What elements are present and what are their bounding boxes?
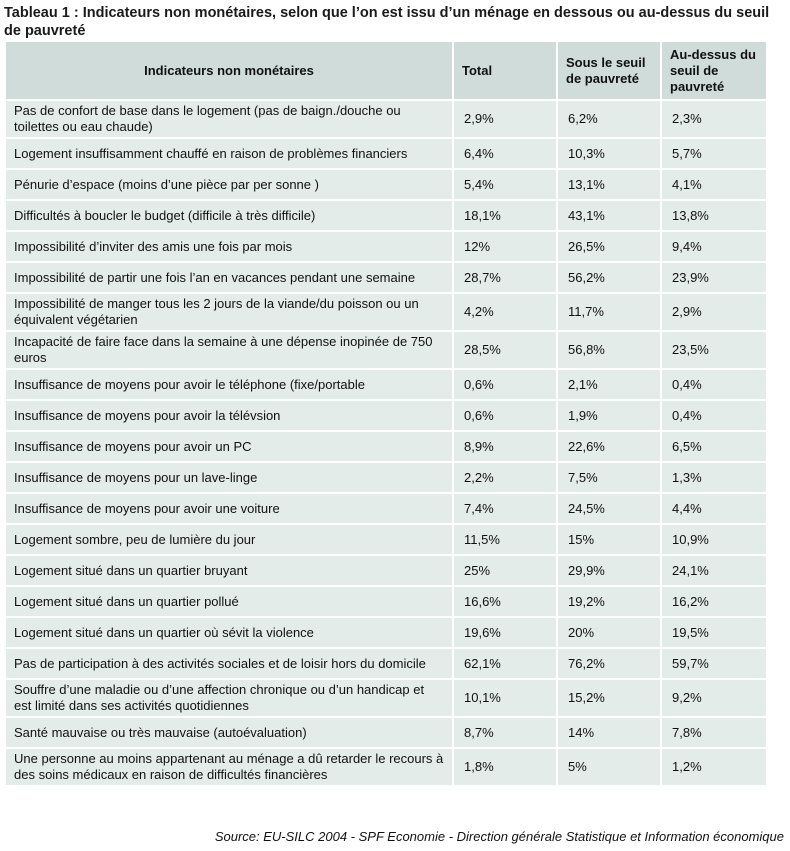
table-row — [6, 101, 766, 139]
table-row — [6, 432, 766, 463]
indicator-cell: Logement sombre, peu de lumière du jour — [6, 525, 454, 556]
total-cell: 28,5% — [454, 332, 558, 370]
total-cell: 25% — [454, 556, 558, 587]
below-threshold-cell: 26,5% — [558, 232, 662, 263]
indicator-cell: Logement situé dans un quartier où sévit la violence — [6, 618, 454, 649]
total-cell: 19,6% — [454, 618, 558, 649]
total-cell: 4,2% — [454, 294, 558, 332]
indicator-cell: Difficultés à boucler le budget (difficile à très difficile) — [6, 201, 454, 232]
indicator-cell: Incapacité de faire face dans la semaine à une dépense inopinée de 750 euros — [6, 332, 454, 370]
table-row — [6, 618, 766, 649]
indicator-cell: Pénurie d’espace (moins d’une pièce par per sonne ) — [6, 170, 454, 201]
total-cell: 0,6% — [454, 370, 558, 401]
below-threshold-cell: 29,9% — [558, 556, 662, 587]
indicator-cell: Insuffisance de moyens pour un lave-linge — [6, 463, 454, 494]
below-threshold-cell: 14% — [558, 718, 662, 749]
below-threshold-cell: 24,5% — [558, 494, 662, 525]
above-threshold-cell: 0,4% — [662, 370, 766, 401]
total-cell: 2,2% — [454, 463, 558, 494]
table-row — [6, 649, 766, 680]
table-row — [6, 294, 766, 332]
below-threshold-cell: 15% — [558, 525, 662, 556]
indicators-table — [6, 42, 766, 787]
indicator-cell: Insuffisance de moyens pour avoir le téléphone (fixe/portable — [6, 370, 454, 401]
total-cell: 12% — [454, 232, 558, 263]
indicator-cell: Une personne au moins appartenant au ménage a dû retarder le recours à des soins médicaux en raison de difficultés financières — [6, 749, 454, 787]
above-threshold-cell: 23,5% — [662, 332, 766, 370]
column-header-above-threshold: Au-dessus du seuil de pauvreté — [662, 42, 766, 101]
above-threshold-cell: 1,3% — [662, 463, 766, 494]
above-threshold-cell: 13,8% — [662, 201, 766, 232]
below-threshold-cell: 15,2% — [558, 680, 662, 718]
indicator-cell: Impossibilité de manger tous les 2 jours de la viande/du poisson ou un équivalent végétarien — [6, 294, 454, 332]
table-row — [6, 680, 766, 718]
total-cell: 1,8% — [454, 749, 558, 787]
table-row — [6, 401, 766, 432]
table-row — [6, 201, 766, 232]
indicator-cell: Pas de confort de base dans le logement (pas de baign./douche ou toilettes ou eau chaude) — [6, 101, 454, 139]
table-row — [6, 370, 766, 401]
above-threshold-cell: 1,2% — [662, 749, 766, 787]
total-cell: 2,9% — [454, 101, 558, 139]
below-threshold-cell: 1,9% — [558, 401, 662, 432]
indicator-cell: Logement situé dans un quartier bruyant — [6, 556, 454, 587]
table-row — [6, 170, 766, 201]
total-cell: 7,4% — [454, 494, 558, 525]
below-threshold-cell: 56,8% — [558, 332, 662, 370]
above-threshold-cell: 9,2% — [662, 680, 766, 718]
below-threshold-cell: 20% — [558, 618, 662, 649]
table-row — [6, 556, 766, 587]
above-threshold-cell: 4,4% — [662, 494, 766, 525]
above-threshold-cell: 59,7% — [662, 649, 766, 680]
indicator-cell: Impossibilité d’inviter des amis une fois par mois — [6, 232, 454, 263]
below-threshold-cell: 19,2% — [558, 587, 662, 618]
total-cell: 16,6% — [454, 587, 558, 618]
total-cell: 5,4% — [454, 170, 558, 201]
column-header-below-threshold: Sous le seuil de pauvreté — [558, 42, 662, 101]
table-row — [6, 587, 766, 618]
total-cell: 11,5% — [454, 525, 558, 556]
table-row — [6, 332, 766, 370]
total-cell: 62,1% — [454, 649, 558, 680]
below-threshold-cell: 6,2% — [558, 101, 662, 139]
above-threshold-cell: 16,2% — [662, 587, 766, 618]
total-cell: 0,6% — [454, 401, 558, 432]
above-threshold-cell: 2,9% — [662, 294, 766, 332]
below-threshold-cell: 5% — [558, 749, 662, 787]
above-threshold-cell: 4,1% — [662, 170, 766, 201]
column-header-indicators: Indicateurs non monétaires — [6, 42, 454, 101]
indicator-cell: Logement situé dans un quartier pollué — [6, 587, 454, 618]
indicator-cell: Insuffisance de moyens pour avoir une voiture — [6, 494, 454, 525]
below-threshold-cell: 22,6% — [558, 432, 662, 463]
column-header-total: Total — [454, 42, 558, 101]
table-row — [6, 494, 766, 525]
above-threshold-cell: 19,5% — [662, 618, 766, 649]
below-threshold-cell: 7,5% — [558, 463, 662, 494]
below-threshold-cell: 43,1% — [558, 201, 662, 232]
indicator-cell: Logement insuffisamment chauffé en raison de problèmes financiers — [6, 139, 454, 170]
table-row — [6, 232, 766, 263]
total-cell: 8,7% — [454, 718, 558, 749]
above-threshold-cell: 2,3% — [662, 101, 766, 139]
below-threshold-cell: 2,1% — [558, 370, 662, 401]
table-title: Tableau 1 : Indicateurs non monétaires, selon que l’on est issu d’un ménage en dessous ou au-dessus du seuil de pauvreté — [4, 5, 770, 39]
above-threshold-cell: 5,7% — [662, 139, 766, 170]
above-threshold-cell: 7,8% — [662, 718, 766, 749]
above-threshold-cell: 0,4% — [662, 401, 766, 432]
total-cell: 6,4% — [454, 139, 558, 170]
table-row — [6, 139, 766, 170]
table-row — [6, 749, 766, 787]
below-threshold-cell: 76,2% — [558, 649, 662, 680]
above-threshold-cell: 24,1% — [662, 556, 766, 587]
indicator-cell: Souffre d’une maladie ou d’une affection chronique ou d’un handicap et est limité dans ses activités quotidiennes — [6, 680, 454, 718]
indicator-cell: Insuffisance de moyens pour avoir la télévsion — [6, 401, 454, 432]
table-row — [6, 463, 766, 494]
total-cell: 10,1% — [454, 680, 558, 718]
table-body — [6, 101, 766, 787]
table-row — [6, 263, 766, 294]
below-threshold-cell: 11,7% — [558, 294, 662, 332]
above-threshold-cell: 9,4% — [662, 232, 766, 263]
indicator-cell: Insuffisance de moyens pour avoir un PC — [6, 432, 454, 463]
table-row — [6, 525, 766, 556]
table-row — [6, 718, 766, 749]
below-threshold-cell: 10,3% — [558, 139, 662, 170]
above-threshold-cell: 23,9% — [662, 263, 766, 294]
indicator-cell: Pas de participation à des activités sociales et de loisir hors du domicile — [6, 649, 454, 680]
indicator-cell: Impossibilité de partir une fois l’an en vacances pendant une semaine — [6, 263, 454, 294]
below-threshold-cell: 56,2% — [558, 263, 662, 294]
below-threshold-cell: 13,1% — [558, 170, 662, 201]
total-cell: 28,7% — [454, 263, 558, 294]
above-threshold-cell: 10,9% — [662, 525, 766, 556]
indicator-cell: Santé mauvaise ou très mauvaise (autoévaluation) — [6, 718, 454, 749]
above-threshold-cell: 6,5% — [662, 432, 766, 463]
total-cell: 8,9% — [454, 432, 558, 463]
table-header-row — [6, 42, 766, 101]
source-note: Source: EU-SILC 2004 - SPF Economie - Direction générale Statistique et Information économique — [214, 829, 784, 844]
total-cell: 18,1% — [454, 201, 558, 232]
